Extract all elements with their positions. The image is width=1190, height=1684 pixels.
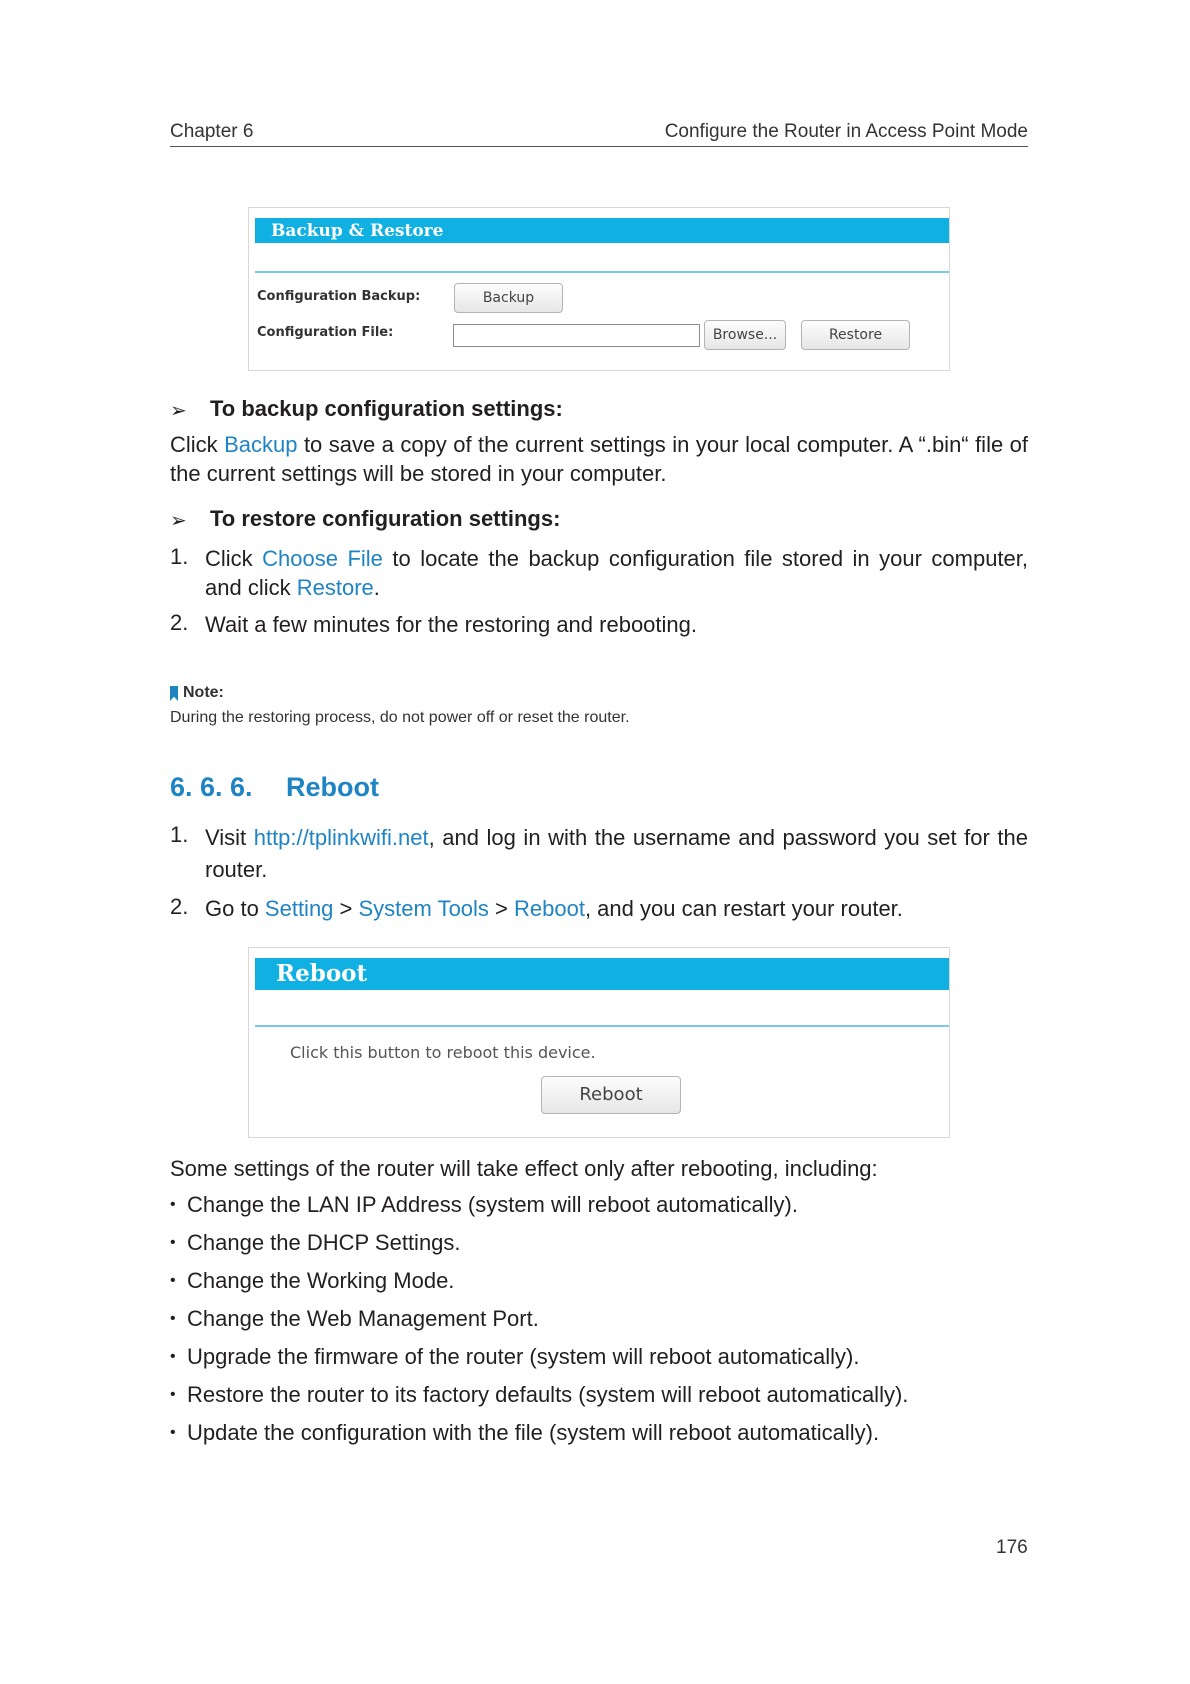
restore-step1-start: Click — [205, 546, 263, 571]
backup-restore-title: Backup & Restore — [271, 221, 444, 241]
backup-restore-header — [255, 218, 949, 243]
reboot-button[interactable]: Reboot — [541, 1076, 681, 1114]
list-item: Upgrade the firmware of the router (system will reboot automatically). — [187, 1344, 860, 1369]
backup-paragraph — [170, 430, 1028, 488]
restore-step1-text — [205, 544, 1028, 602]
reboot-step2-number: 2. — [170, 894, 189, 919]
reboot-panel-header — [255, 958, 949, 990]
restore-step1-middle: to locate the backup configuration file stored in your computer, and click — [205, 546, 1029, 600]
reboot-step1-text — [205, 822, 1028, 886]
bullet-dot: • — [170, 1348, 176, 1365]
browse-button[interactable]: Browse... — [704, 320, 786, 350]
list-item: Change the Working Mode. — [187, 1268, 455, 1293]
restore-step2-text: Wait a few minutes for the restoring and rebooting. — [205, 612, 697, 637]
config-file-label: Configuration File: — [257, 325, 394, 340]
chapter-title: Configure the Router in Access Point Mode — [664, 121, 1028, 142]
note-text: During the restoring process, do not power off or reset the router. — [170, 709, 630, 726]
setting-link[interactable]: Setting — [264, 896, 334, 921]
system-tools-link[interactable]: System Tools — [358, 896, 489, 921]
page-number: 176 — [996, 1537, 1028, 1558]
arrow-bullet-icon: ➢ — [170, 400, 187, 422]
bookmark-icon — [170, 686, 178, 701]
restore-step2-number: 2. — [170, 610, 189, 635]
reboot-step1-number: 1. — [170, 822, 189, 847]
reboot-panel — [248, 947, 950, 1138]
reboot-description: Click this button to reboot this device. — [290, 1043, 596, 1062]
backup-paragraph-rest: to save a copy of the current settings in your local computer. A “.bin“ file of the current settings will be stored in your computer. — [170, 432, 1028, 486]
restore-step1-end: . — [373, 575, 380, 600]
restore-heading: To restore configuration settings: — [210, 506, 561, 531]
backup-restore-panel — [248, 207, 950, 371]
list-item: Restore the router to its factory defaults (system will reboot automatically). — [187, 1382, 909, 1407]
bullet-dot: • — [170, 1386, 176, 1403]
list-item: Change the Web Management Port. — [187, 1306, 539, 1331]
bullet-dot: • — [170, 1272, 176, 1289]
bullet-dot: • — [170, 1424, 176, 1441]
reboot-step1-start: Visit — [205, 825, 254, 850]
backup-paragraph-start: Click — [170, 432, 225, 457]
backup-button[interactable]: Backup — [454, 283, 563, 313]
config-backup-label: Configuration Backup: — [257, 289, 421, 304]
reboot-step2-start: Go to — [205, 896, 265, 921]
bullet-dot: • — [170, 1310, 176, 1327]
config-file-input[interactable] — [453, 324, 700, 347]
reboot-effects-intro: Some settings of the router will take effect only after rebooting, including: — [170, 1156, 878, 1181]
reboot-step1-rest: , and log in with the username and password you set for the router. — [205, 825, 1028, 882]
chapter-label: Chapter 6 — [170, 121, 254, 142]
list-item: Change the LAN IP Address (system will reboot automatically). — [187, 1192, 798, 1217]
reboot-step2-text — [205, 894, 903, 923]
restore-step1-number: 1. — [170, 544, 189, 569]
section-number: 6. 6. 6. — [170, 772, 253, 802]
backup-restore-divider — [255, 271, 949, 273]
bullet-dot: • — [170, 1196, 176, 1213]
tplinkwifi-link[interactable]: http://tplinkwifi.net — [253, 825, 429, 850]
list-item: Change the DHCP Settings. — [187, 1230, 461, 1255]
section-title: Reboot — [286, 772, 379, 802]
choose-file-link[interactable]: Choose File — [262, 546, 383, 571]
arrow-bullet-icon: ➢ — [170, 510, 187, 532]
restore-button[interactable]: Restore — [801, 320, 910, 350]
reboot-panel-divider — [255, 1025, 949, 1027]
bullet-dot: • — [170, 1234, 176, 1251]
list-item: Update the configuration with the file (system will reboot automatically). — [187, 1420, 880, 1445]
reboot-step2-end: , and you can restart your router. — [584, 896, 903, 921]
reboot-panel-title: Reboot — [276, 960, 368, 987]
backup-heading: To backup configuration settings: — [210, 396, 563, 421]
header-divider — [170, 146, 1028, 147]
restore-link[interactable]: Restore — [296, 575, 374, 600]
breadcrumb-separator: > — [488, 896, 514, 921]
reboot-link[interactable]: Reboot — [514, 896, 585, 921]
breadcrumb-separator: > — [333, 896, 359, 921]
backup-link[interactable]: Backup — [224, 432, 298, 457]
note-label: Note: — [183, 684, 224, 701]
